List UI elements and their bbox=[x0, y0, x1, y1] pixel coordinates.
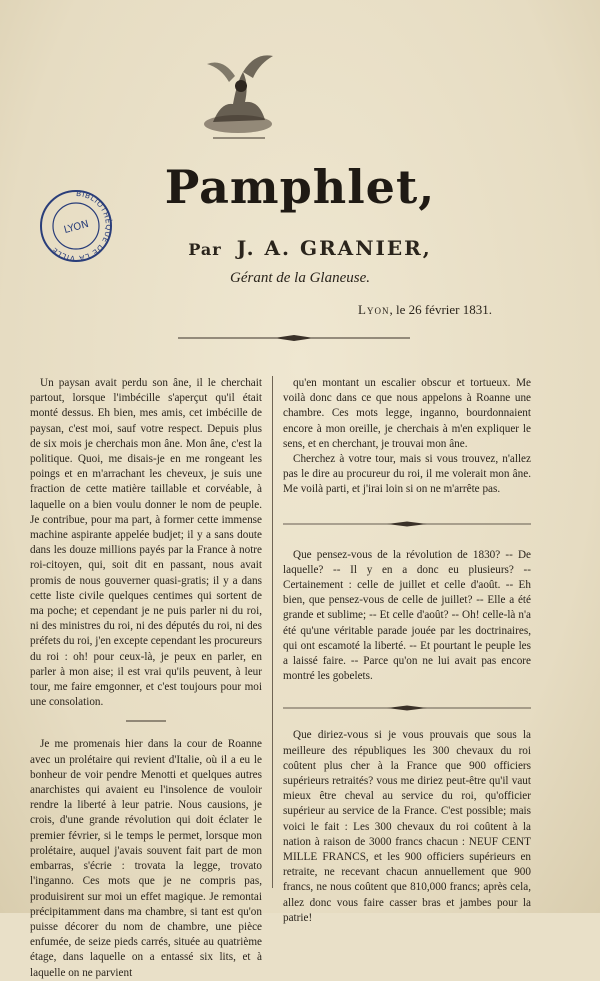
section-divider bbox=[283, 520, 531, 528]
paragraph: qu'en montant un escalier obscur et tortueux. Me voilà donc dans ce que nous appelons à Roanne une chambre. Ces mots legge, inganno, bourdonnaient encore à mon oreille, je cherchais à m'en expliquer le sens, et en cherchant, je trouvai mon âne. bbox=[283, 377, 531, 450]
paragraph: Cherchez à votre tour, mais si vous trouvez, n'allez pas le dire au procureur du roi, il me volerait mon âne. Me voilà parti, et j'irai loin si on ne m'arrête pas. bbox=[283, 453, 531, 496]
dateline-city: Lyon bbox=[358, 302, 390, 317]
ornamental-rule bbox=[178, 334, 410, 342]
author-byline bbox=[0, 236, 600, 260]
right-column bbox=[283, 376, 531, 926]
left-column bbox=[30, 376, 262, 981]
pamphlet-title: Pamphlet, bbox=[164, 160, 436, 214]
paragraph: Que diriez-vous si je vous prouvais que sous la meilleure des républiques les 300 chevaux du roi coûtent plus cher à la France que 900 officiers supérieurs retraités? vous me diriez peut-être qu'il vaut mieux être cheval au service du roi, qu'officier supérieur au service de la France. C'est possible; mais voici le fait : Les 300 chevaux du roi coûtent à la nation à raison de 3000 francs chacun : NEUF CENT MILLE FRANCS, et les 900 officiers supérieurs en retraite, ne recevant chacun annuellement que 900 francs, ne nous coûtent que 810,000 francs; après cela, allez donc vous faire casser bras et jambes pour la patrie! bbox=[283, 729, 531, 924]
paragraph: Je me promenais hier dans la cour de Roanne avec un prolétaire qui revient d'Italie, où il a eu le bonheur de voir pendre Menotti et quelques autres anarchistes qui avaient eu l'insolence de vouloir rendre la liberté à leur patrie. Nous causions, je crois, d'une grande révolution qui doit éclater le premier février, si le temps le permet, lorsque mon prolétaire, auquel j'avais souvent fait part de mon embarras, s'écrie : trovata la legge, trovato l'inganno. Ces mots que je ne compris pas, produisirent sur moi un effet magique. Je remontai précipitamment dans ma chambre, si tant est qu'on puisse décorer du nom de chambre, une pièce enfumée, de seize pieds carrés, située au quatrième étage, dans laquelle on a entassé six lits, et à laquelle on ne parvient bbox=[30, 738, 262, 979]
svg-text:LYON: LYON bbox=[62, 218, 90, 237]
column-divider bbox=[272, 376, 273, 888]
byline-name: J. A. GRANIER, bbox=[236, 236, 432, 260]
paragraph: Un paysan avait perdu son âne, il le cherchait partout, lorsque l'imbécille s'aperçut qu'il était monté dessus. Eh bien, mes amis, cet imbécille de paysan, c'est moi, sauf votre respect. Depuis plus de six mois je cherchais mon âne. Mon âne, c'est la politique. Quoi, me disais-je en me rongeant les poings et en m'arrachant les cheveux, je suis une fraction de cette matière taillable et corvéable, à laquelle on a bien voulu donner le nom de peuple. Je contribue, pour ma part, à former cette immense machine aspirante appelée budjet; il y a sans doute dans les douze millions payés par la France à notre roi-citoyen, qui, soit dit en passant, nous avait promis de nous gouverner quasi-gratis; il y a dans cette liste civile quelques centimes qui sortent de ma poche; et cependant je ne puis parler ni du roi, ni des ministres du roi, ni des députés du roi, ni des préfets du roi, j'en excepte cependant les procureurs du roi : oh! pour ceux-là, je peux en parler, en parler à mon aise; il est vrai qu'ils peuvent, à leur tour, me faire emgonner, et c'est toujours pour moi une consolation. bbox=[30, 377, 262, 709]
author-role: Gérant de la Glaneuse. bbox=[230, 270, 370, 286]
section-divider bbox=[126, 717, 166, 725]
svg-text:BIBLIOTHÈQUE DE LA VILLE: BIBLIOTHÈQUE DE LA VILLE bbox=[49, 188, 114, 264]
byline-par: Par bbox=[188, 240, 222, 259]
dateline bbox=[358, 302, 492, 318]
section-divider bbox=[283, 704, 531, 712]
dateline-date: , le 26 février 1831. bbox=[389, 302, 492, 317]
fame-vignette-icon bbox=[193, 42, 283, 152]
paragraph: Que pensez-vous de la révolution de 1830? -- De laquelle? -- Il y en a donc eu plusieurs? -- Certainement : celle de juillet et celle d'août. -- Eh bien, que pensez-vous de celle de juillet? -- Elle a été grande et sublime; -- Et celle d'août? -- Oh! celle-là n'a été qu'une véritable parade jouée par les doctrinaires, qui ont escamoté la liberté. -- Et pourtant le peuple les a laissé faire. -- Parce qu'on ne lui avait pas encore montré les gobelets. bbox=[283, 548, 531, 683]
